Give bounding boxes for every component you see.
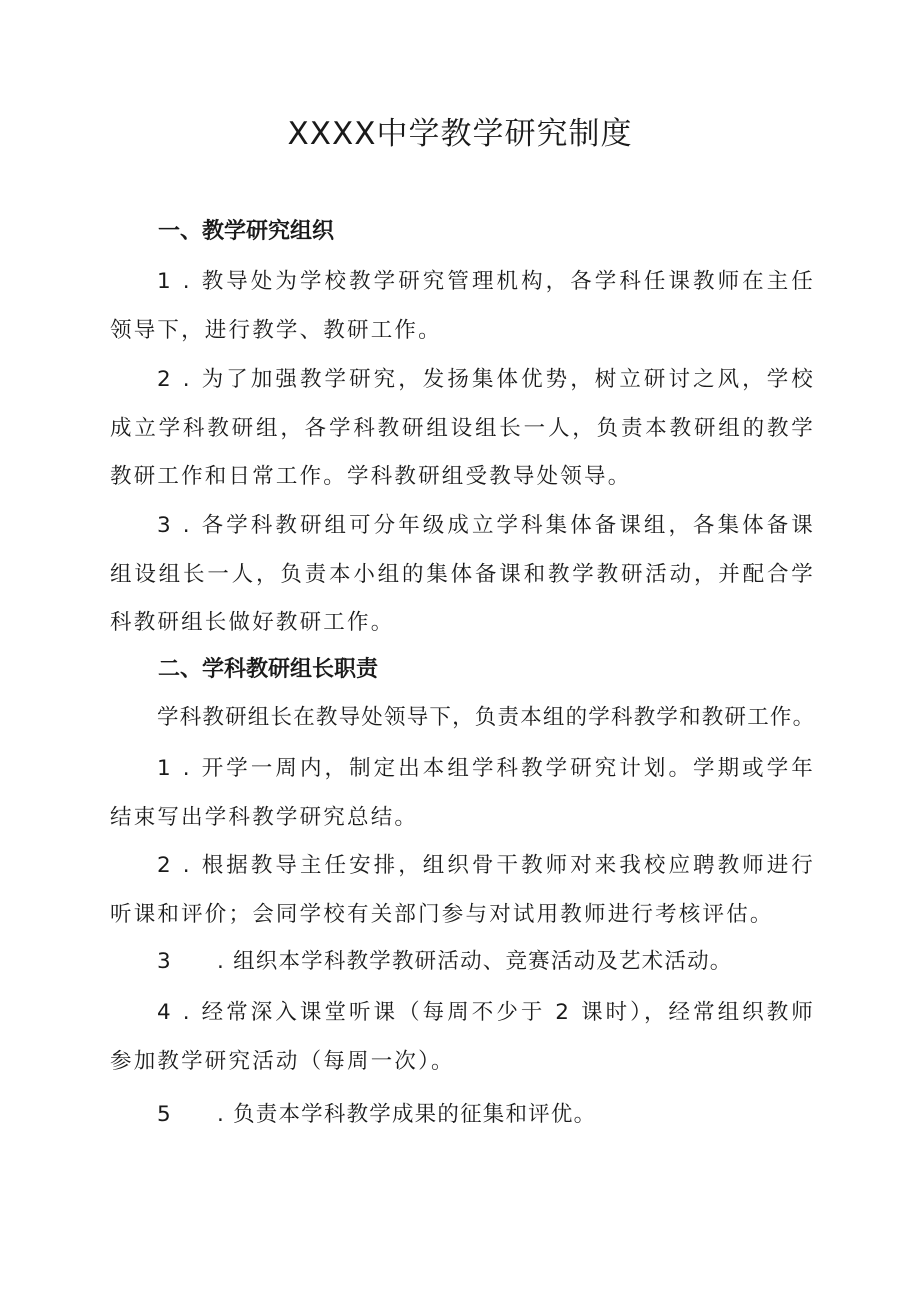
duty-item-1: 1 . 开学一周内，制定出本组学科教学研究计划。学期或学年结束写出学科教学研究总结。 — [110, 756, 815, 830]
duty-item-5-number: 5 — [157, 1102, 172, 1127]
paragraph-item-2: 2 . 为了加强教学研究，发扬集体优势，树立研讨之风，学校成立学科教研组，各学科教研组设组长一人，负责本教研组的教学教研工作和日常工作。学科教研组受教导处领导。 — [110, 367, 815, 489]
section-heading-duties: 二、学科教研组长职责 — [158, 657, 379, 682]
duty-item-3 — [157, 946, 732, 978]
duty-item-4: 4 . 经常深入课堂听课（每周不少于 2 课时），经常组织教师参加教学研究活动（每周一次）。 — [110, 1000, 815, 1074]
duty-item-5 — [157, 1099, 596, 1131]
duty-item-5-text: . 负责本学科教学成果的征集和评优。 — [217, 1102, 597, 1127]
duties-intro: 学科教研组长在教导处领导下，负责本组的学科教学和教研工作。 — [157, 705, 816, 730]
paragraph-item-3: 3 . 各学科教研组可分年级成立学科集体备课组，各集体备课组设组长一人，负责本小组的集体备课和教学教研活动，并配合学科教研组长做好教研工作。 — [110, 513, 815, 635]
document-title: XXXX中学教学研究制度 — [287, 116, 633, 152]
duty-item-3-text: . 组织本学科教学教研活动、竞赛活动及艺术活动。 — [217, 949, 733, 974]
paragraph-item-1: 1 . 教导处为学校教学研究管理机构，各学科任课教师在主任领导下，进行教学、教研工作。 — [110, 269, 815, 343]
duty-item-3-number: 3 — [157, 949, 172, 974]
duty-item-2: 2 . 根据教导主任安排，组织骨干教师对来我校应聘教师进行听课和评价；会同学校有关部门参与对试用教师进行考核评估。 — [110, 853, 815, 927]
section-heading-organization: 一、教学研究组织 — [158, 219, 335, 244]
